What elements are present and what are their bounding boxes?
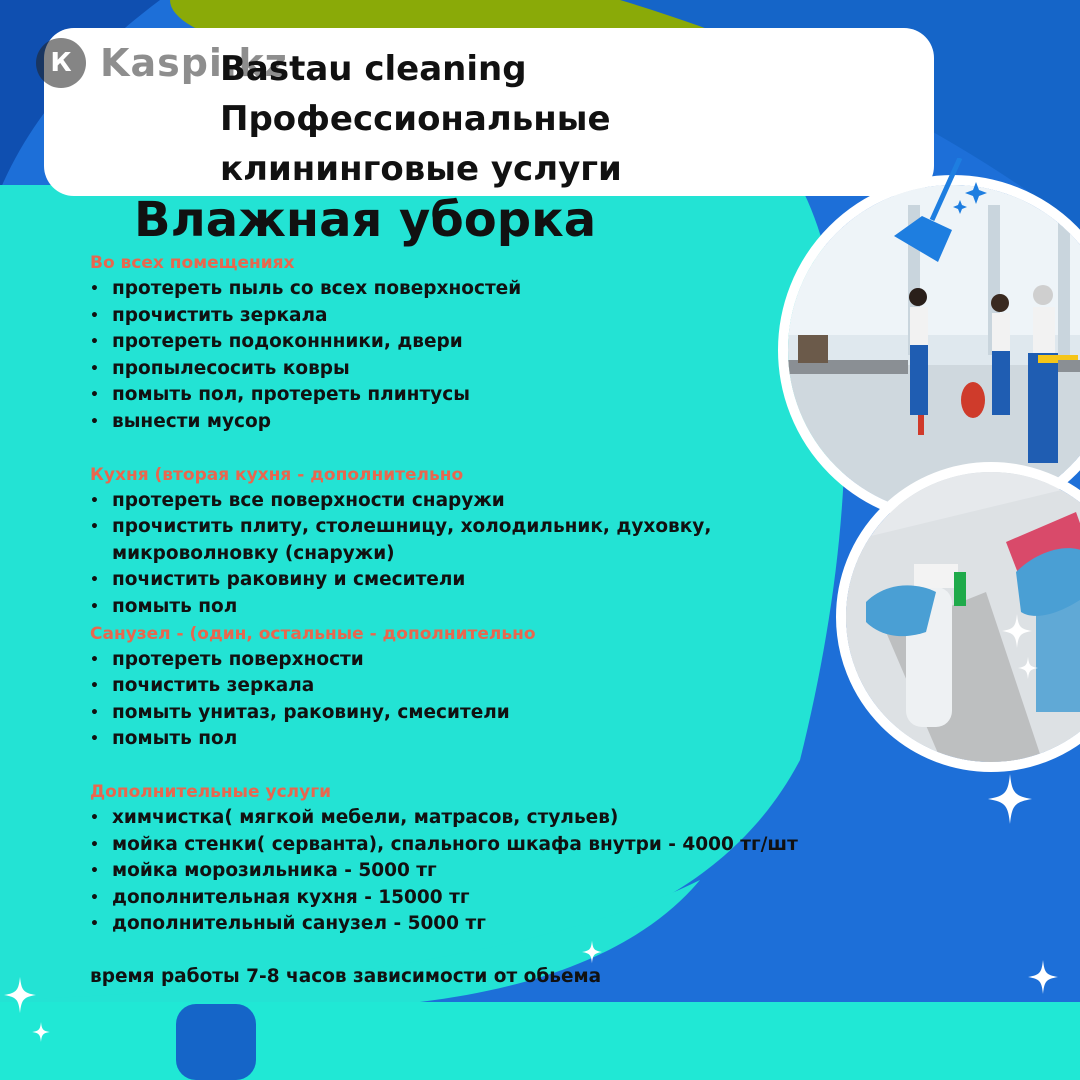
sparkle-icon: [4, 976, 36, 1014]
header-title-line: Профессиональные: [220, 99, 611, 139]
header-title: [220, 44, 622, 194]
list-item: • протереть подоконнники, двери: [90, 329, 790, 356]
page-title: Влажная уборка: [134, 192, 597, 248]
list-item: • почистить раковину и смесители: [90, 567, 790, 594]
services-list: [90, 250, 798, 990]
list-item: • помыть пол: [90, 726, 790, 753]
working-hours-note: время работы 7-8 часов зависимости от обьема: [90, 965, 602, 987]
section-heading-bathroom: Санузел - (один, остальные - дополнительно: [90, 623, 536, 644]
list-item: • прочистить зеркала: [90, 303, 790, 330]
section-heading-all-rooms: Во всех помещениях: [90, 253, 295, 273]
sparkle-icon: [1028, 960, 1058, 994]
section-heading-extra: Дополнительные услуги: [90, 781, 331, 802]
sparkle-icon: [582, 940, 602, 964]
list-item: • дополнительный санузел - 5000 тг: [90, 911, 790, 938]
list-item: • почистить зеркала: [90, 673, 790, 700]
sparkle-icon: [1018, 656, 1038, 680]
list-item: • дополнительная кухня - 15000 тг: [90, 885, 790, 912]
header-title-line: клининговые услуги: [220, 149, 622, 189]
list-item: • помыть пол, протереть плинтусы: [90, 382, 790, 409]
list-item: • пропылесосить ковры: [90, 356, 790, 383]
watermark-text: Kaspi.kz: [100, 41, 288, 85]
list-item: • химчистка( мягкой мебели, матрасов, стульев): [90, 805, 790, 832]
kaspi-logo-icon: К: [36, 38, 86, 88]
bottom-teal-bar: [0, 1002, 1080, 1080]
list-item: • помыть унитаз, раковину, смесители: [90, 700, 790, 727]
sparkle-icon: [32, 1022, 50, 1042]
list-item: • протереть поверхности: [90, 647, 790, 674]
bottom-blue-square: [176, 1004, 256, 1080]
list-item: • мойка морозильника - 5000 тг: [90, 858, 790, 885]
list-item: • протереть пыль со всех поверхностей: [90, 276, 790, 303]
list-item: • прочистить плиту, столешницу, холодильник, духовку, микроволновку (снаружи): [90, 514, 732, 567]
list-item: • вынести мусор: [90, 409, 790, 436]
list-item: • помыть пол: [90, 594, 790, 621]
section-heading-kitchen: Кухня (вторая кухня - дополнительно: [90, 464, 464, 485]
broom-icon: [860, 158, 990, 288]
sparkle-icon: [988, 774, 1032, 824]
sparkle-icon: [1002, 614, 1032, 648]
list-item: • протереть все поверхности снаружи: [90, 488, 790, 515]
list-item: • мойка стенки( серванта), спального шкафа внутри - 4000 тг/шт: [90, 832, 790, 859]
header-title-line: Bastau cleaning: [220, 49, 527, 89]
